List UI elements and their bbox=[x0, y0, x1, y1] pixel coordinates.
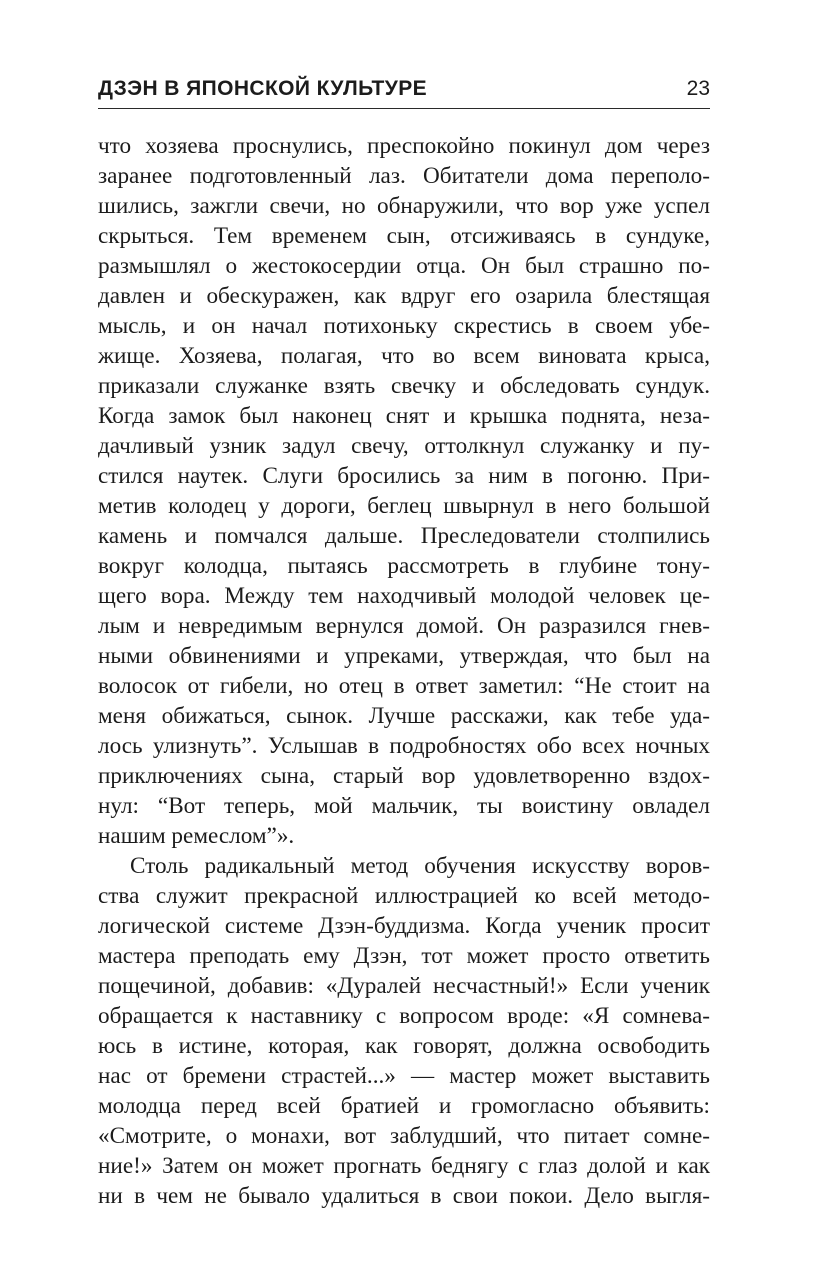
text-line: «Смотрите, о монахи, вот заблудший, что питает сомне- bbox=[98, 1123, 710, 1149]
body-text bbox=[98, 131, 710, 1211]
text-line: стился наутек. Слуги бросились за ним в погоню. При- bbox=[98, 463, 710, 489]
running-header bbox=[98, 76, 710, 108]
text-line: юсь в истине, которая, как говорят, должна освободить bbox=[98, 1033, 710, 1059]
text-line: лось улизнуть”. Услышав в подробностях обо всех ночных bbox=[98, 733, 710, 759]
text-line: приключениях сына, старый вор удовлетворенно вздох- bbox=[98, 763, 710, 789]
text-line: давлен и обескуражен, как вдруг его озарила блестящая bbox=[98, 283, 710, 309]
page-number: 23 bbox=[686, 77, 710, 100]
text-line: дачливый узник задул свечу, оттолкнул служанку и пу- bbox=[98, 433, 710, 459]
text-line: ства служит прекрасной иллюстрацией ко всей методо- bbox=[98, 883, 710, 909]
text-line: жище. Хозяева, полагая, что во всем виновата крыса, bbox=[98, 343, 710, 369]
text-line: волосок от гибели, но отец в ответ заметил: “Не стоит на bbox=[98, 673, 710, 699]
text-line: приказали служанке взять свечку и обследовать сундук. bbox=[98, 373, 710, 399]
header-rule bbox=[98, 108, 710, 109]
text-line: Столь радикальный метод обучения искусству воров- bbox=[130, 853, 710, 879]
text-line: вокруг колодца, пытаясь рассмотреть в глубине тону- bbox=[98, 553, 710, 579]
running-title: ДЗЭН В ЯПОНСКОЙ КУЛЬТУРЕ bbox=[98, 77, 428, 100]
text-line: лым и невредимым вернулся домой. Он разразился гнев- bbox=[98, 613, 710, 639]
text-line: нашим ремеслом”». bbox=[98, 823, 295, 849]
text-line: нул: “Вот теперь, мой мальчик, ты воистину овладел bbox=[98, 793, 710, 819]
text-line: скрыться. Тем временем сын, отсиживаясь в сундуке, bbox=[98, 223, 710, 249]
text-line: ни в чем не бывало удалиться в свои покои. Дело выгля- bbox=[98, 1183, 710, 1209]
text-line: нас от бремени страстей...» — мастер может выставить bbox=[98, 1063, 710, 1089]
text-line: размышлял о жестокосердии отца. Он был страшно по- bbox=[98, 253, 710, 279]
paragraph-2 bbox=[98, 851, 710, 1211]
text-line: ными обвинениями и упреками, утверждая, что был на bbox=[98, 643, 710, 669]
text-line: ние!» Затем он может прогнать беднягу с глаз долой и как bbox=[98, 1153, 710, 1179]
text-line: мысль, и он начал потихоньку скрестись в своем убе- bbox=[98, 313, 710, 339]
text-line: щего вора. Между тем находчивый молодой человек це- bbox=[98, 583, 710, 609]
text-line: что хозяева проснулись, преспокойно покинул дом через bbox=[98, 133, 710, 159]
text-line: метив колодец у дороги, беглец швырнул в него большой bbox=[98, 493, 710, 519]
text-line: меня обижаться, сынок. Лучше расскажи, как тебе уда- bbox=[98, 703, 710, 729]
text-line: заранее подготовленный лаз. Обитатели дома переполо- bbox=[98, 163, 710, 189]
text-line: шились, зажгли свечи, но обнаружили, что вор уже успел bbox=[98, 193, 710, 219]
text-line: обращается к наставнику с вопросом вроде: «Я сомнева- bbox=[98, 1003, 710, 1029]
text-line: пощечиной, добавив: «Дуралей несчастный!» Если ученик bbox=[98, 973, 710, 999]
text-line: мастера преподать ему Дзэн, тот может просто ответить bbox=[98, 943, 710, 969]
text-line: логической системе Дзэн-буддизма. Когда ученик просит bbox=[98, 913, 710, 939]
text-line: камень и помчался дальше. Преследователи столпились bbox=[98, 523, 710, 549]
paragraph-1 bbox=[98, 131, 710, 851]
text-line: молодца перед всей братией и громогласно объявить: bbox=[98, 1093, 710, 1119]
text-line: Когда замок был наконец снят и крышка поднята, неза- bbox=[98, 403, 710, 429]
